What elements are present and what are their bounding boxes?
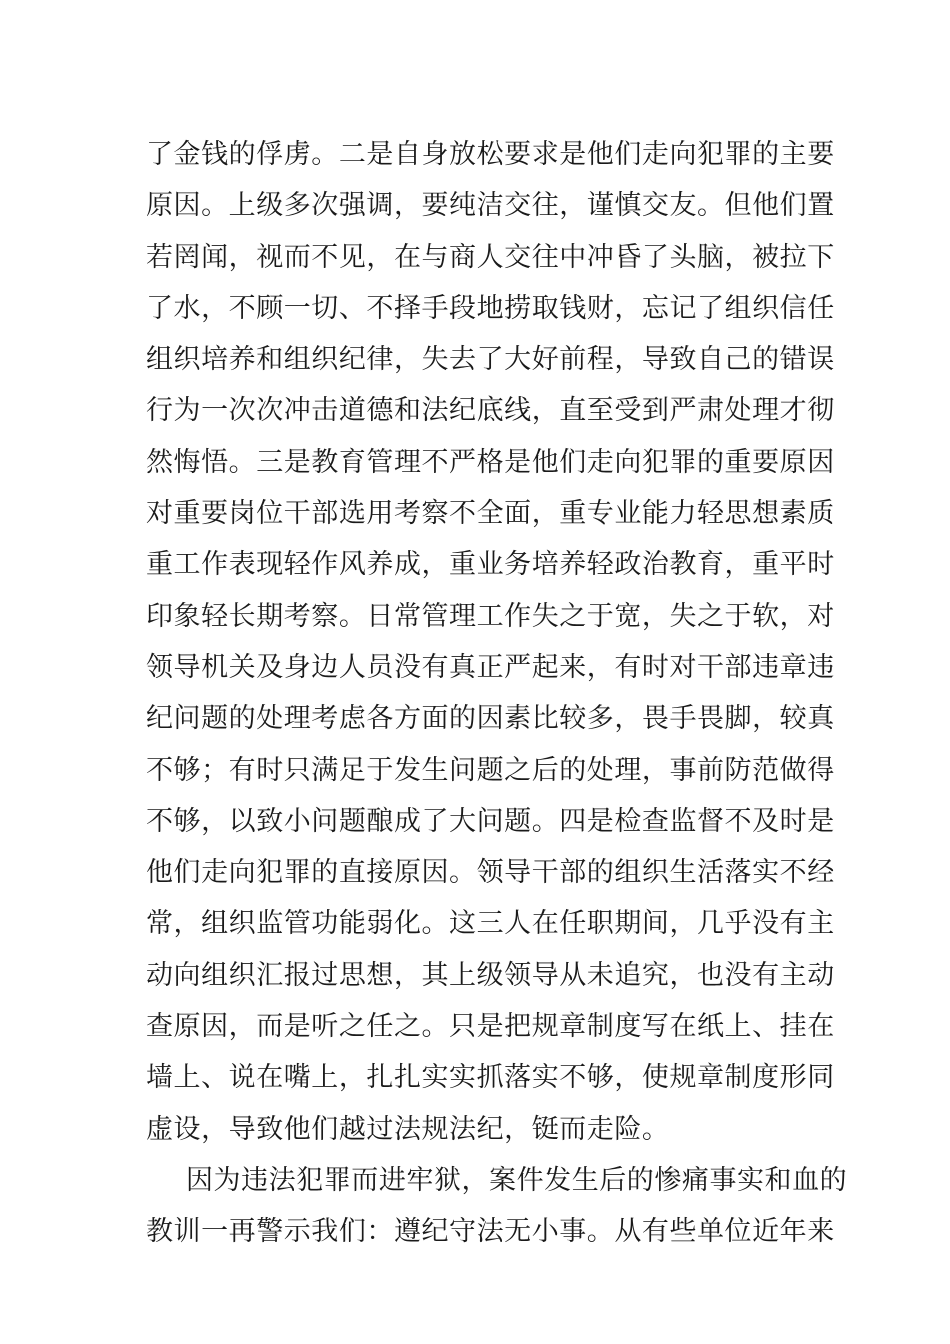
body-text	[146, 129, 848, 1258]
paragraph-start-line: 因为违法犯罪而进牢狱，案件发生后的惨痛事实和血的	[186, 1164, 848, 1196]
text-line: 组织培养和组织纪律，失去了大好前程，导致自己的错误	[146, 344, 835, 376]
text-line: 行为一次次冲击道德和法纪底线，直至受到严肃处理才彻	[146, 395, 835, 427]
text-line: 虚设，导致他们越过法规法纪，铤而走险。	[146, 1113, 670, 1145]
text-line: 了水，不顾一切、不择手段地捞取钱财，忘记了组织信任	[146, 292, 835, 324]
text-line: 原因。上级多次强调，要纯洁交往，谨慎交友。但他们置	[146, 190, 835, 222]
text-line: 动向组织汇报过思想，其上级领导从未追究，也没有主动	[146, 959, 835, 991]
text-line: 若罔闻，视而不见，在与商人交往中冲昏了头脑，被拉下	[146, 241, 835, 273]
text-line: 不够；有时只满足于发生问题之后的处理，事前防范做得	[146, 754, 835, 786]
text-line: 教训一再警示我们：遵纪守法无小事。从有些单位近年来	[146, 1216, 835, 1248]
text-line: 了金钱的俘虏。二是自身放松要求是他们走向犯罪的主要	[146, 139, 835, 170]
text-line: 对重要岗位干部选用考察不全面，重专业能力轻思想素质	[146, 498, 835, 530]
text-line: 查原因，而是听之任之。只是把规章制度写在纸上、挂在	[146, 1011, 835, 1043]
text-line: 领导机关及身边人员没有真正严起来，有时对干部违章违	[146, 651, 835, 683]
text-line: 纪问题的处理考虑各方面的因素比较多，畏手畏脚，较真	[146, 703, 835, 735]
text-line: 墙上、说在嘴上，扎扎实实抓落实不够，使规章制度形同	[146, 1062, 835, 1094]
text-line: 印象轻长期考察。日常管理工作失之于宽，失之于软，对	[146, 600, 835, 632]
text-line: 常，组织监管功能弱化。这三人在任职期间，几乎没有主	[146, 908, 835, 940]
text-line: 重工作表现轻作风养成，重业务培养轻政治教育，重平时	[146, 549, 835, 581]
text-line: 他们走向犯罪的直接原因。领导干部的组织生活落实不经	[146, 857, 835, 889]
text-line: 不够，以致小问题酿成了大问题。四是检查监督不及时是	[146, 805, 835, 837]
text-line: 然悔悟。三是教育管理不严格是他们走向犯罪的重要原因	[146, 446, 835, 478]
